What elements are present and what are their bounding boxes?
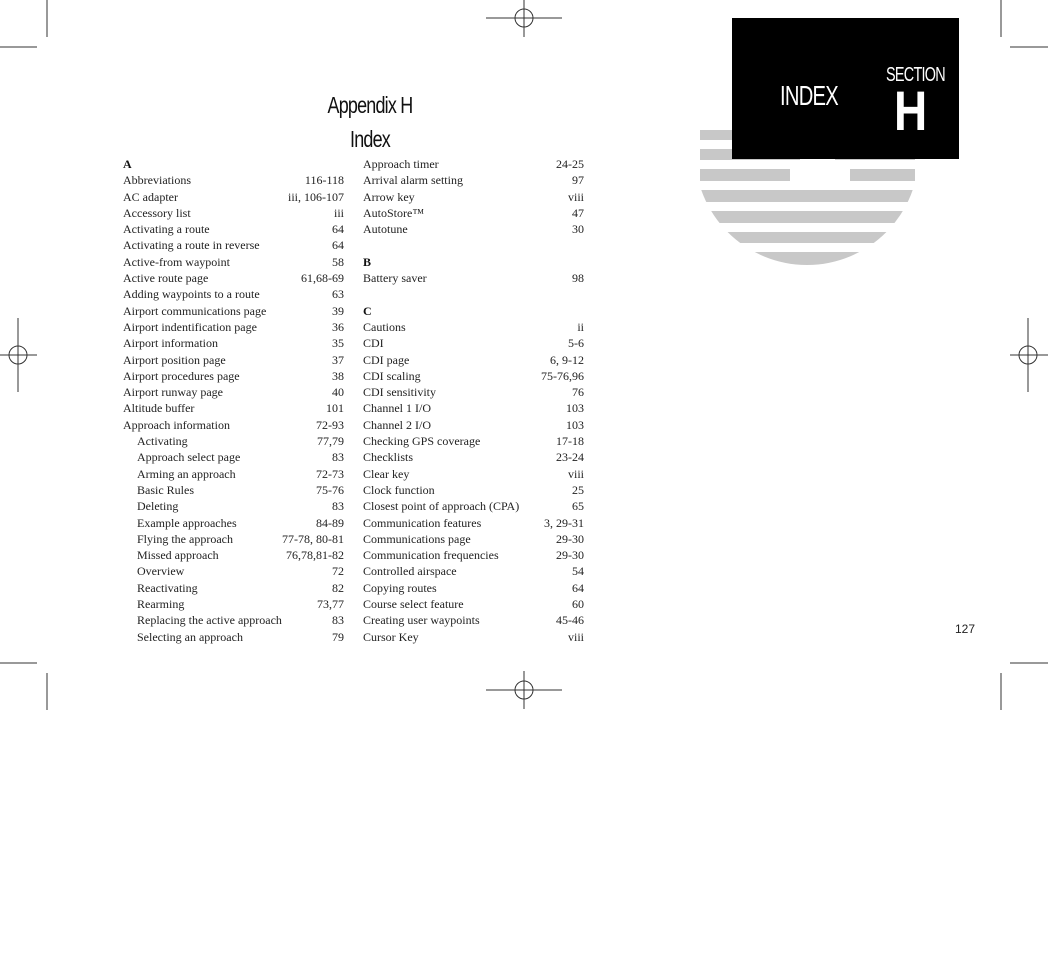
index-term: Checklists <box>363 450 413 465</box>
index-term: Checking GPS coverage <box>363 434 481 449</box>
index-entry <box>123 384 344 400</box>
index-entry <box>363 400 584 416</box>
index-entry <box>123 368 344 384</box>
title-appendix: Appendix H <box>327 92 413 118</box>
index-term: Copying routes <box>363 580 437 595</box>
index-entry <box>123 417 344 433</box>
index-entry <box>123 270 344 286</box>
index-pages: 72-73 <box>316 466 344 481</box>
index-pages: 5-6 <box>568 336 584 351</box>
index-term: AutoStore™ <box>363 205 425 220</box>
index-entry <box>363 319 584 335</box>
index-pages: viii <box>567 466 584 481</box>
index-term: AC adapter <box>123 189 178 204</box>
index-term: Cautions <box>363 319 406 334</box>
index-entry <box>363 531 584 547</box>
index-pages: 76,78,81-82 <box>286 548 344 563</box>
index-pages: 72 <box>332 564 344 579</box>
index-entry <box>363 156 584 172</box>
index-pages: 83 <box>332 499 344 514</box>
index-pages: 63 <box>332 287 344 302</box>
index-term: Airport indentification page <box>123 319 257 334</box>
index-entry <box>123 303 344 319</box>
tab-section-label: SECTION <box>886 64 945 86</box>
index-pages: 64 <box>332 238 344 253</box>
index-entry <box>363 172 584 188</box>
index-pages: 3, 29-31 <box>544 515 584 530</box>
index-term: Abbreviations <box>123 173 191 188</box>
index-term: Autotune <box>363 222 408 237</box>
index-entry <box>363 189 584 205</box>
index-entry <box>363 335 584 351</box>
index-entry <box>123 433 344 449</box>
index-term: Arming an approach <box>137 466 236 481</box>
index-entry <box>363 482 584 498</box>
index-term: Accessory list <box>123 205 191 220</box>
index-pages: 40 <box>332 385 344 400</box>
index-term: Approach select page <box>137 450 241 465</box>
index-entry <box>123 563 344 579</box>
index-term: Active-from waypoint <box>123 254 230 269</box>
index-term: Flying the approach <box>137 531 233 546</box>
index-entry <box>123 612 344 628</box>
index-term: CDI scaling <box>363 368 421 383</box>
index-entry <box>363 221 584 237</box>
index-term: Channel 1 I/O <box>363 401 431 416</box>
index-pages: 47 <box>572 205 584 220</box>
index-term: Battery saver <box>363 271 427 286</box>
index-pages: 64 <box>572 580 584 595</box>
index-list-a-continued <box>363 156 584 237</box>
index-pages: 38 <box>332 368 344 383</box>
index-term: Channel 2 I/O <box>363 417 431 432</box>
index-term: Airport communications page <box>123 303 267 318</box>
index-pages: 36 <box>332 319 344 334</box>
index-term: Overview <box>137 564 185 579</box>
index-pages: iii <box>333 205 344 220</box>
index-term: Airport information <box>123 336 218 351</box>
index-term: Airport position page <box>123 352 226 367</box>
index-entry <box>363 563 584 579</box>
index-entry <box>123 466 344 482</box>
tab-section-letter: H <box>894 79 928 142</box>
index-term: Approach information <box>123 417 230 432</box>
index-term: Communication features <box>363 515 482 530</box>
index-pages: 98 <box>572 271 584 286</box>
index-pages: 75-76 <box>316 482 344 497</box>
index-heading-b: B <box>363 254 372 269</box>
index-term: Arrow key <box>363 189 415 204</box>
index-entry <box>363 629 584 645</box>
index-entry <box>363 515 584 531</box>
index-pages: 103 <box>566 417 584 432</box>
index-entry <box>123 335 344 351</box>
index-term: Closest point of approach (CPA) <box>363 499 520 514</box>
index-term: Replacing the active approach <box>137 613 282 628</box>
index-entry <box>123 498 344 514</box>
index-pages: 39 <box>332 303 344 318</box>
index-entry <box>363 580 584 596</box>
index-pages: 6, 9-12 <box>550 352 584 367</box>
index-list-c <box>363 319 584 645</box>
index-entry <box>123 596 344 612</box>
index-pages: 29-30 <box>556 548 584 563</box>
index-pages: viii <box>567 189 584 204</box>
page-number: 127 <box>955 622 976 636</box>
index-pages: 82 <box>332 580 344 595</box>
index-pages: 65 <box>572 499 584 514</box>
index-entry <box>123 400 344 416</box>
index-entry <box>123 629 344 645</box>
index-term: CDI sensitivity <box>363 385 437 400</box>
index-term: Rearming <box>137 597 185 612</box>
index-pages: 79 <box>332 629 344 644</box>
index-pages: 30 <box>572 222 584 237</box>
index-term: Airport procedures page <box>123 368 240 383</box>
index-term: Altitude buffer <box>123 401 195 416</box>
index-pages: 17-18 <box>556 434 584 449</box>
index-pages: 103 <box>566 401 584 416</box>
index-term: Clock function <box>363 482 435 497</box>
index-entry <box>363 498 584 514</box>
index-term: Airport runway page <box>123 385 223 400</box>
index-entry <box>363 449 584 465</box>
index-term: CDI page <box>363 352 410 367</box>
title-index: Index <box>350 126 390 152</box>
index-pages: 77,79 <box>317 434 344 449</box>
index-term: Adding waypoints to a route <box>123 287 260 302</box>
index-list-b <box>363 270 584 286</box>
index-term: Reactivating <box>137 580 198 595</box>
index-pages: 76 <box>572 385 584 400</box>
index-pages: iii, 106-107 <box>288 189 344 204</box>
index-pages: 75-76,96 <box>541 368 584 383</box>
index-heading-a: A <box>123 157 132 171</box>
index-term: Cursor Key <box>363 629 419 644</box>
index-entry <box>123 205 344 221</box>
index-term: Communications page <box>363 531 471 546</box>
index-column-1 <box>123 156 344 645</box>
index-pages: 116-118 <box>304 173 344 188</box>
index-pages: 35 <box>332 336 344 351</box>
index-term: Selecting an approach <box>137 629 243 644</box>
index-heading-c: C <box>363 303 372 318</box>
index-entry <box>123 237 344 253</box>
index-term: Activating a route in reverse <box>123 238 260 253</box>
index-entry <box>123 531 344 547</box>
index-entry <box>363 612 584 628</box>
index-pages: 83 <box>332 613 344 628</box>
index-column-2 <box>363 156 584 645</box>
index-list-a <box>123 172 344 645</box>
index-entry <box>123 449 344 465</box>
index-entry <box>123 319 344 335</box>
page-title <box>250 88 490 156</box>
index-entry <box>123 352 344 368</box>
index-entry <box>363 466 584 482</box>
index-pages: 54 <box>572 564 584 579</box>
index-pages: 23-24 <box>556 450 584 465</box>
index-entry <box>123 221 344 237</box>
index-entry <box>123 482 344 498</box>
index-pages: 77-78, 80-81 <box>282 531 344 546</box>
index-pages: 84-89 <box>316 515 344 530</box>
index-pages: 97 <box>572 173 584 188</box>
index-term: Active route page <box>123 271 209 286</box>
index-term: Approach timer <box>363 157 439 171</box>
index-entry <box>123 189 344 205</box>
index-entry <box>363 352 584 368</box>
index-pages: 29-30 <box>556 531 584 546</box>
index-pages: viii <box>567 629 584 644</box>
index-entry <box>123 254 344 270</box>
index-pages: 45-46 <box>556 613 584 628</box>
index-pages: 64 <box>332 222 344 237</box>
index-entry <box>123 580 344 596</box>
index-entry <box>363 547 584 563</box>
index-pages: 25 <box>572 482 584 497</box>
tab-index-label: INDEX <box>780 80 839 111</box>
index-entry <box>363 433 584 449</box>
index-pages: 72-93 <box>316 417 344 432</box>
index-term: Arrival alarm setting <box>363 173 463 188</box>
index-pages: 73,77 <box>317 597 344 612</box>
index-entry <box>123 172 344 188</box>
index-term: Course select feature <box>363 597 464 612</box>
index-term: Controlled airspace <box>363 564 457 579</box>
index-pages: 24-25 <box>556 157 584 171</box>
index-term: Basic Rules <box>137 482 194 497</box>
index-pages: ii <box>577 319 584 334</box>
index-term: Example approaches <box>137 515 237 530</box>
index-pages: 60 <box>572 597 584 612</box>
index-term: Missed approach <box>137 548 219 563</box>
index-pages: 58 <box>332 254 344 269</box>
index-pages: 101 <box>326 401 344 416</box>
index-pages: 37 <box>332 352 344 367</box>
index-entry <box>363 205 584 221</box>
index-term: Clear key <box>363 466 410 481</box>
index-pages: 83 <box>332 450 344 465</box>
index-entry <box>123 515 344 531</box>
index-entry <box>363 368 584 384</box>
section-tab <box>732 18 959 159</box>
index-entry <box>363 384 584 400</box>
index-term: Communication frequencies <box>363 548 499 563</box>
index-term: Creating user waypoints <box>363 613 480 628</box>
index-term: Activating <box>137 434 188 449</box>
index-term: Deleting <box>137 499 179 514</box>
index-pages: 61,68-69 <box>301 271 344 286</box>
index-entry <box>123 286 344 302</box>
index-term: CDI <box>363 336 384 351</box>
index-entry <box>363 417 584 433</box>
index-entry <box>363 596 584 612</box>
index-term: Activating a route <box>123 222 210 237</box>
index-entry <box>363 270 584 286</box>
index-entry <box>123 547 344 563</box>
